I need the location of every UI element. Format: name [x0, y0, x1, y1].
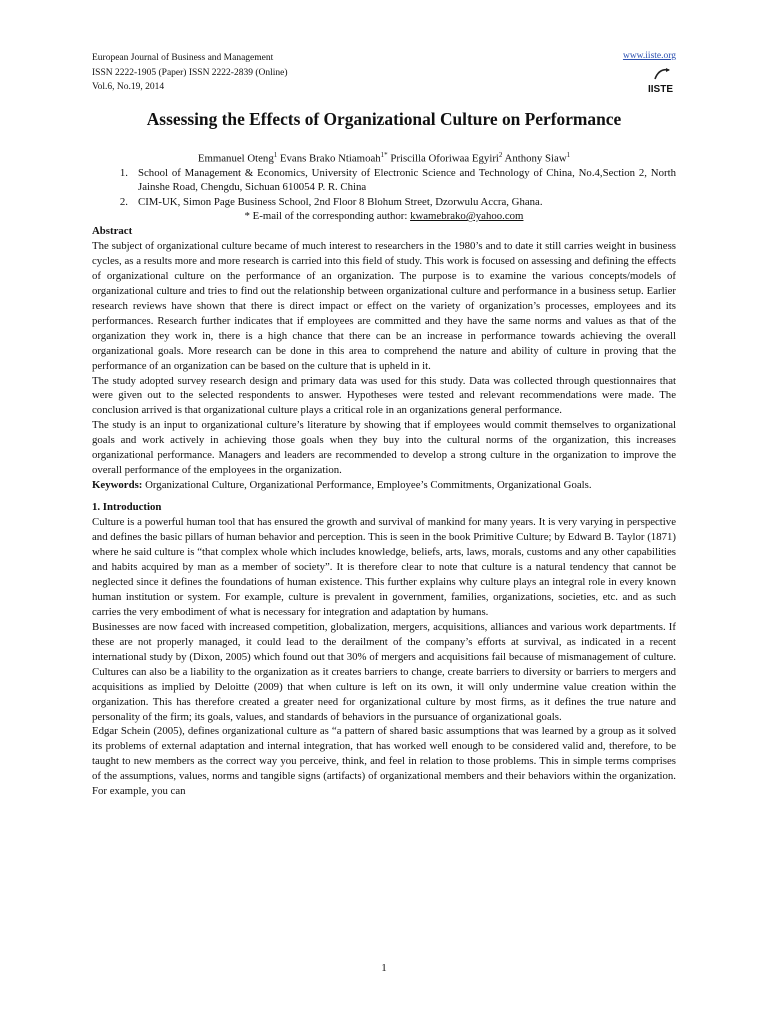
body-paragraph: Edgar Schein (2005), defines organizational culture as “a pattern of shared basic assumptions that was learned by a group as it solved its problems of external adaptation and internal integration, that has worked well enough to be considered valid and, therefore, to be taught to new members as the correct way you perceive, think, and feel in relation to those problems. This in simple terms comprises of the assumptions, values, norms and tangible signs (artifacts) of organizational members and their behaviors within the organization. For example, you can [92, 725, 676, 798]
body-paragraph: Businesses are now faced with increased competition, globalization, mergers, acquisitions, alliances and various work departments. If these are not properly managed, it could lead to the derailment of the company’s efforts at survival, as indicated in a recent international study by (Dixon, 2005) which found out that 30% of mergers and acquisitions fail because of mismanagement of culture. Cultures can also be a liability to the organization as it creates barriers to change, create barriers to diversity or barriers to mergers and acquisitions as implied by Deloitte (2009) that when culture is left on its own, it will only undermine value creation within the organization. This has therefore created a greater need for organizational culture by most firms, as it defines the true nature and personality of the firm; its goals, values, and standards of behaviors in the pursuance of organizational goals. [92, 620, 676, 723]
author-affiliation-mark: 2 [498, 151, 503, 159]
author-list [92, 151, 676, 165]
author-name: Emmanuel Oteng [197, 152, 274, 165]
journal-header [92, 51, 288, 95]
author-affiliation-mark: 1* [380, 151, 388, 159]
paper-title: Assessing the Effects of Organizational Culture on Performance [146, 109, 622, 129]
volume-info: Vol.6, No.19, 2014 [92, 82, 165, 92]
author-name: Anthony Siaw [504, 152, 567, 165]
body-paragraph: Culture is a powerful human tool that has ensured the growth and survival of mankind for many years. It is very varying in perspective and defines the basic pillars of human behavior and perception. This is seen in the book Primitive Culture; by Edward B. Taylor (1871) where he said culture is “that complex whole which includes knowledge, beliefs, arts, laws, morals, customs and any other capabilities and habits acquired by man as a member of society”. It is therefore clear to note that culture is a natural tendency that cannot be neglected since it defines the foundations of human existence. This further explains why culture plays an integral role in every known human institution or system. For example, culture is prevalent in government, families, organizations, societies, etc. and as such carries the very embodiment of what is necessary for integration and adaptation by humans. [92, 516, 676, 618]
journal-header-right [560, 51, 676, 95]
author-name: Evans Brako Ntiamoah [279, 152, 381, 165]
keywords-label: Keywords: [92, 479, 143, 492]
affiliation-item [92, 166, 676, 195]
author-name: Priscilla Oforiwaa Egyiri [390, 152, 499, 165]
iiste-logo [648, 66, 674, 94]
affiliation-text: CIM-UK, Simon Page Business School, 2nd Floor 8 Blohum Street, Dzorwulu Accra, Ghana. [138, 195, 543, 208]
affiliation-text: School of Management & Economics, University of Electronic Science and Technology of China, No.4,Section 2, North Jainshe Road, Chengdu, Sichuan 610054 P. R. China [138, 167, 676, 194]
issn: ISSN 2222-1905 (Paper) ISSN 2222-2839 (Online) [92, 67, 288, 78]
keywords-text: Organizational Culture, Organizational Performance, Employee’s Commitments, Organizational Goals. [145, 479, 592, 492]
abstract-paragraph: The subject of organizational culture became of much interest to researchers in the 1980’s and to date it still carries weight in business cycles, as a results more and more research is carried into this field of study. This work is focused on assessing and defining the effects of organizational culture on the performance of an organization. The purpose is to examine the various concepts/models of organizational culture and tries to find out the relationship between organizational culture and performance in a business setup. Earlier research reviews have shown that there is direct impact or effect on the variety of organization’s processes, employees and its performances. Research further indicates that if employees are committed and they have the same norms and values as that of the organization they work in, there is a high chance that there can be an increase in performance towards achieving the overall organizational goals. More research can be done in this area to comprehend the nature and ability of culture in proving that the performance of an organization can be based on the culture that is upheld in it. [92, 239, 676, 372]
abstract-heading: Abstract [92, 225, 133, 237]
abstract-paragraph: The study is an input to organizational culture’s literature by showing that if employees would commit themselves to organizational goals and work actively in achieving those goals when they buy into the cultural norms of the organization, this increases organizational performance. Managers and leaders are recommended to develop a strong culture in the organization to improve the overall performance of the employees in the organization. [92, 419, 676, 477]
section-heading-introduction: 1. Introduction [92, 501, 162, 514]
author-affiliation-mark: 1 [566, 151, 571, 159]
affiliation-number: 2. [119, 195, 128, 208]
affiliation-number: 1. [119, 167, 128, 179]
journal-name: European Journal of Business and Management [92, 53, 274, 63]
journal-url-link[interactable]: www.iiste.org [622, 51, 676, 61]
abstract-paragraph: The study adopted survey research design and primary data was used for this study. Data was collected through questionnaires that were given out to the selected respondents to answer. Hypotheses were tested and relevant recommendations were made. The conclusion arrived is that organizational culture plays a critical role in an organizations general performance. [92, 374, 676, 417]
author-affiliation-mark: 1 [273, 151, 278, 159]
page-number: 1 [381, 962, 387, 974]
keywords [92, 478, 676, 493]
affiliations [92, 166, 676, 224]
paper-body [92, 224, 676, 799]
email-label: * E-mail of the corresponding author: [244, 210, 408, 223]
email-link[interactable]: kwamebrako@yahoo.com [410, 210, 524, 223]
corresponding-email [92, 209, 676, 223]
affiliation-item [92, 195, 676, 209]
svg-text:IISTE: IISTE [648, 84, 674, 94]
